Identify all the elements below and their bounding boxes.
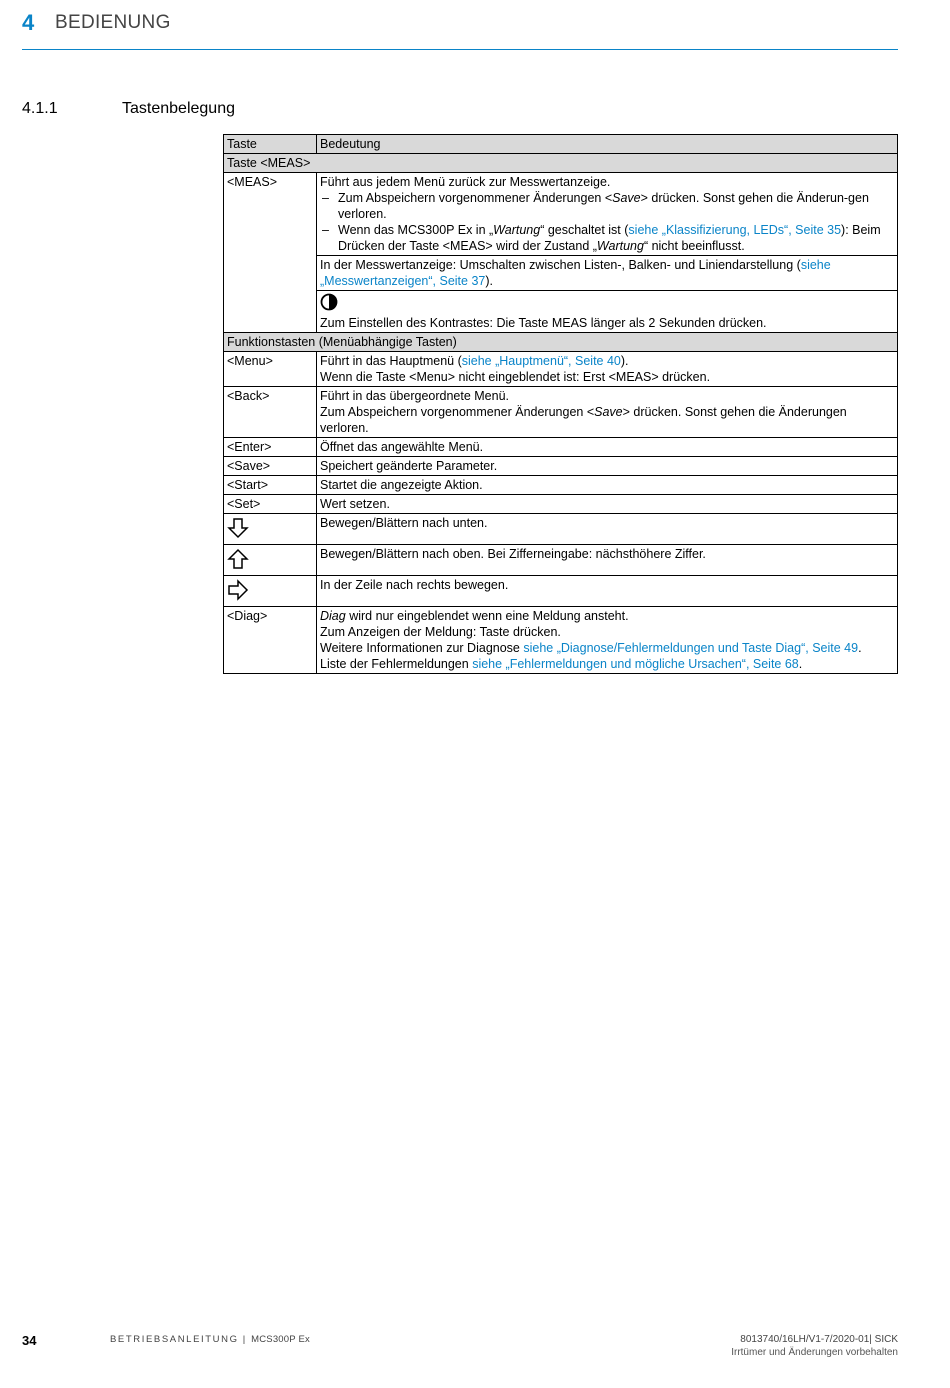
key-cell: <Enter> (224, 438, 317, 457)
header-meaning: Bedeutung (317, 135, 898, 154)
meaning-cell: Wert setzen. (317, 495, 898, 514)
key-cell (224, 545, 317, 576)
table-row (224, 545, 898, 576)
footer-disclaimer: Irrtümer und Änderungen vorbehalten (731, 1347, 898, 1358)
meaning-cell: Führt in das übergeordnete Menü. Zum Abspeichern vorgenommener Änderungen <Save> drücken. Sonst gehen die Änderungen verloren. (317, 387, 898, 438)
meaning-cell: Startet die angezeigte Aktion. (317, 476, 898, 495)
key-cell: <Set> (224, 495, 317, 514)
meaning-cell: Bewegen/Blättern nach oben. Bei Zifferneingabe: nächsthöhere Ziffer. (317, 545, 898, 576)
section-title: Tastenbelegung (122, 100, 235, 117)
meaning-cell: Speichert geänderte Parameter. (317, 457, 898, 476)
list-item: – Wenn das MCS300P Ex in „Wartung“ geschaltet ist (siehe „Klassifizierung, LEDs“, Seite 35): Beim Drücken der Taste <MEAS> wird der Zustand „Wartung“ nicht beeinflusst. (320, 222, 894, 254)
group-label: Funktionstasten (Menüabhängige Tasten) (224, 333, 898, 352)
meaning-cell: Führt aus jedem Menü zurück zur Messwertanzeige. – Zum Abspeichern vorgenommener Änderungen <Save> drücken. Sonst gehen die Änderun-gen verloren. – Wenn das MCS300P Ex in „Wartung“ geschaltet ist (siehe „Klassifizierung, LEDs“, Seite 35): Beim Drücken der Taste <MEAS> wird der Zustand „Wartung“ nicht beeinflusst. (317, 173, 898, 256)
group-row-function-keys (224, 333, 898, 352)
table-row (224, 476, 898, 495)
meaning-cell: Führt in das Hauptmenü (siehe „Hauptmenü“, Seite 40). Wenn die Taste <Menu> nicht eingeblendet ist: Erst <MEAS> drücken. (317, 352, 898, 387)
footer-document-code: 8013740/16LH/V1-7/2020-01| SICK (740, 1334, 898, 1345)
key-cell: <Diag> (224, 607, 317, 674)
table-row (224, 291, 898, 333)
section-number: 4.1.1 (22, 100, 58, 117)
table-header-row (224, 135, 898, 154)
table-row (224, 173, 898, 256)
cross-reference-link[interactable]: siehe „Hauptmenü“, Seite 40 (461, 354, 621, 368)
arrow-right-icon (227, 579, 249, 601)
table-row (224, 576, 898, 607)
table-row (224, 352, 898, 387)
cross-reference-link[interactable]: siehe „Diagnose/Fehlermeldungen und Taste Diag“, Seite 49 (523, 641, 859, 655)
page-number: 34 (22, 1333, 37, 1348)
cross-reference-link[interactable]: siehe „Messwertanzeigen“, Seite 37 (320, 258, 831, 288)
meaning-cell: In der Messwertanzeige: Umschalten zwischen Listen-, Balken- und Liniendarstellung (siehe „Messwertanzeigen“, Seite 37). (317, 256, 898, 291)
chapter-title: BEDIENUNG (55, 12, 171, 33)
table-row (224, 607, 898, 674)
arrow-up-icon (227, 548, 249, 570)
key-cell: <Back> (224, 387, 317, 438)
table-row (224, 457, 898, 476)
key-cell: <Menu> (224, 352, 317, 387)
meaning-cell: Bewegen/Blättern nach unten. (317, 514, 898, 545)
arrow-down-icon (227, 517, 249, 539)
page-header (22, 8, 898, 50)
meaning-cell: Öffnet das angewählte Menü. (317, 438, 898, 457)
meaning-cell: Zum Einstellen des Kontrastes: Die Taste MEAS länger als 2 Sekunden drücken. (317, 291, 898, 333)
meaning-cell: In der Zeile nach rechts bewegen. (317, 576, 898, 607)
chapter-number: 4 (22, 10, 35, 35)
cross-reference-link[interactable]: siehe „Klassifizierung, LEDs“, Seite 35 (628, 223, 842, 237)
meaning-cell: Diag wird nur eingeblendet wenn eine Meldung ansteht. Zum Anzeigen der Meldung: Taste drücken. Weitere Informationen zur Diagnose siehe „Diagnose/Fehlermeldungen und Taste Diag“, Seite 49. Liste der Fehlermeldungen siehe „Fehlermeldungen und mögliche Ursachen“, Seite 68. (317, 607, 898, 674)
dash-list (320, 190, 894, 254)
table-row (224, 438, 898, 457)
key-cell: <MEAS> (224, 173, 317, 333)
key-cell (224, 576, 317, 607)
group-row-meas (224, 154, 898, 173)
list-item: – Zum Abspeichern vorgenommener Änderungen <Save> drücken. Sonst gehen die Änderun-gen verloren. (320, 190, 894, 222)
key-assignment-table (223, 134, 898, 674)
table-row (224, 514, 898, 545)
header-key: Taste (224, 135, 317, 154)
contrast-icon (320, 293, 338, 311)
group-label: Taste <MEAS> (224, 154, 898, 173)
key-cell: <Start> (224, 476, 317, 495)
table-row (224, 495, 898, 514)
key-cell (224, 514, 317, 545)
table-row (224, 387, 898, 438)
key-cell: <Save> (224, 457, 317, 476)
footer-document-title: BETRIEBSANLEITUNG | MCS300P Ex (110, 1334, 310, 1345)
table-row (224, 256, 898, 291)
cross-reference-link[interactable]: siehe „Fehlermeldungen und mögliche Ursachen“, Seite 68 (472, 657, 799, 671)
